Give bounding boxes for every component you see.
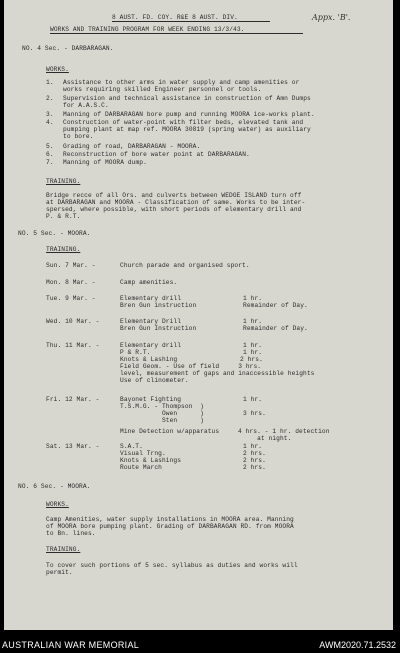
- schedule-time: 2 hrs.: [243, 457, 266, 464]
- schedule-activity: Bren Gun Instruction: [120, 325, 197, 332]
- schedule-time: 1 hr.: [243, 318, 263, 325]
- schedule-time: 1 hr.: [243, 396, 263, 403]
- schedule-activity: Sten ): [120, 417, 204, 424]
- list-item: Assistance to other arms in water supply and camp amenities or: [63, 79, 300, 86]
- paragraph-line: P. & R.T.: [46, 213, 81, 220]
- schedule-activity: Mine Detection w/apparatus: [120, 428, 220, 435]
- schedule-activity: Knots & Lashings: [120, 457, 182, 464]
- unit-heading: 8 AUST. FD. COY. R&E 8 AUST. DIV.: [112, 14, 238, 21]
- list-item: Supervision and technical assistance in construction of Amn Dumps: [63, 95, 311, 102]
- list-item-number: 7.: [46, 159, 54, 166]
- footer-accession-number: AWM2020.71.2532: [319, 640, 396, 650]
- paragraph-line: permit.: [46, 569, 73, 576]
- list-item: Construction of water-point with filter beds, elevated tank and: [63, 119, 304, 126]
- list-item-number: 5.: [46, 143, 54, 150]
- paragraph-line: of MOORA bore pumping plant. Grading of DARBARAGAN RD. from MOORA: [46, 523, 294, 530]
- title-underline: [50, 33, 303, 34]
- schedule-time: 2 hrs.: [243, 450, 266, 457]
- list-item-number: 2.: [46, 95, 54, 102]
- schedule-time: 2 hrs.: [243, 464, 266, 471]
- paragraph-line: spersed, where possible, with short periods of elementary drill and: [46, 206, 302, 213]
- schedule-time: 1 hr.: [243, 295, 263, 302]
- schedule-day: Wed. 10 Mar. -: [46, 318, 100, 325]
- schedule-time: at night.: [238, 435, 292, 442]
- schedule-activity: Elementary Drill: [120, 318, 182, 325]
- list-item: Reconstruction of bore water point at DARBARAGAN.: [63, 151, 250, 158]
- list-item-number: 4.: [46, 119, 54, 126]
- list-item-number: 1.: [46, 79, 54, 86]
- schedule-activity: Use of clinometer.: [120, 377, 189, 384]
- list-item: to bore.: [63, 133, 94, 140]
- schedule-activity: Elementary drill: [120, 342, 182, 349]
- list-item-number: 6.: [46, 151, 54, 158]
- sec5-heading: NO. 5 Sec. - MOORA.: [18, 230, 91, 237]
- list-item: pumping plant at map ref. MOORA 30819 (spring water) as auxiliary: [63, 126, 311, 133]
- schedule-day: Thu. 11 Mar. -: [46, 342, 100, 349]
- footer-credit: AUSTRALIAN WAR MEMORIAL: [2, 640, 140, 650]
- schedule-activity: P & R.T.: [120, 349, 151, 356]
- schedule-activity: Owen ): [120, 410, 204, 417]
- sec4-works-heading: WORKS.: [46, 66, 69, 73]
- schedule-activity: Camp amenities.: [120, 279, 178, 286]
- paragraph-line: at DARBARAGAN and MOORA - Classification of same. Works to be inter-: [46, 199, 306, 206]
- sec5-training-heading: TRAINING.: [46, 246, 81, 253]
- list-item: for A.A.S.C.: [63, 102, 109, 109]
- document-title: WORKS AND TRAINING PROGRAM FOR WEEK ENDING 13/3/43.: [50, 26, 245, 33]
- schedule-activity: Bayonet Fighting: [120, 396, 182, 403]
- schedule-day: Tue. 9 Mar. -: [46, 295, 96, 302]
- schedule-time: 1 hr.: [243, 349, 263, 356]
- schedule-activity: level, measurement of gaps and inaccessible heights: [120, 370, 315, 377]
- unit-underline: [112, 21, 270, 22]
- schedule-activity: S.A.T.: [120, 443, 143, 450]
- paragraph-line: Bridge recce of all Ors. and culverts between WEDGE ISLAND turn off: [46, 192, 302, 199]
- schedule-activity: Knots & Lashing: [120, 356, 178, 363]
- schedule-time: 2 hrs.: [240, 356, 263, 363]
- schedule-activity: Visual Trng.: [120, 450, 166, 457]
- schedule-time: 1 hr.: [243, 342, 263, 349]
- list-item: Manning of DARBARAGAN bore pump and running MOORA ice-works plant.: [63, 111, 315, 118]
- list-item: Grading of road, DARBARAGAN - MOORA.: [63, 143, 201, 150]
- sec4-heading: NO. 4 Sec. - DARBARAGAN.: [22, 45, 114, 52]
- schedule-time: 1 hr.: [243, 443, 263, 450]
- sec6-heading: NO. 6 Sec. - MOORA.: [18, 483, 91, 490]
- sec6-works-heading: WORKS.: [46, 501, 69, 508]
- schedule-time: Remainder of Day.: [243, 325, 308, 332]
- schedule-time: 3 hrs.: [243, 410, 266, 417]
- schedule-day: Mon. 8 Mar. -: [46, 279, 96, 286]
- schedule-activity: Route March: [120, 464, 162, 471]
- schedule-activity: Church parade and organised sport.: [120, 262, 250, 269]
- schedule-day: Sat. 13 Mar. -: [46, 443, 100, 450]
- list-item: Manning of MOORA dump.: [63, 159, 147, 166]
- schedule-activity: Field Geom. - Use of field 3 hrs.: [120, 363, 262, 370]
- schedule-time: Remainder of Day.: [243, 302, 308, 309]
- paragraph-line: Camp Amenities, water supply installations in MOORA area. Manning: [46, 516, 294, 523]
- schedule-day: Fri. 12 Mar. -: [46, 396, 100, 403]
- paragraph-line: to Bn. lines.: [46, 530, 96, 537]
- list-item-number: 3.: [46, 111, 54, 118]
- paragraph-line: To cover such portions of 5 sec. syllabus as duties and works will: [46, 562, 298, 569]
- schedule-activity: Elementary drill: [120, 295, 182, 302]
- sec6-training-heading: TRAINING.: [46, 546, 81, 553]
- schedule-activity: T.S.M.G. - Thompson ): [120, 403, 204, 410]
- list-item: works requiring skilled Engineer personnel or tools.: [63, 86, 262, 93]
- schedule-time: 4 hrs. - 1 hr. detection: [238, 428, 330, 435]
- appendix-annotation: Appx. 'B'.: [312, 13, 351, 22]
- schedule-day: Sun. 7 Mar. -: [46, 262, 96, 269]
- sec4-training-heading: TRAINING.: [46, 178, 81, 185]
- schedule-activity: Bren Gun instruction: [120, 302, 197, 309]
